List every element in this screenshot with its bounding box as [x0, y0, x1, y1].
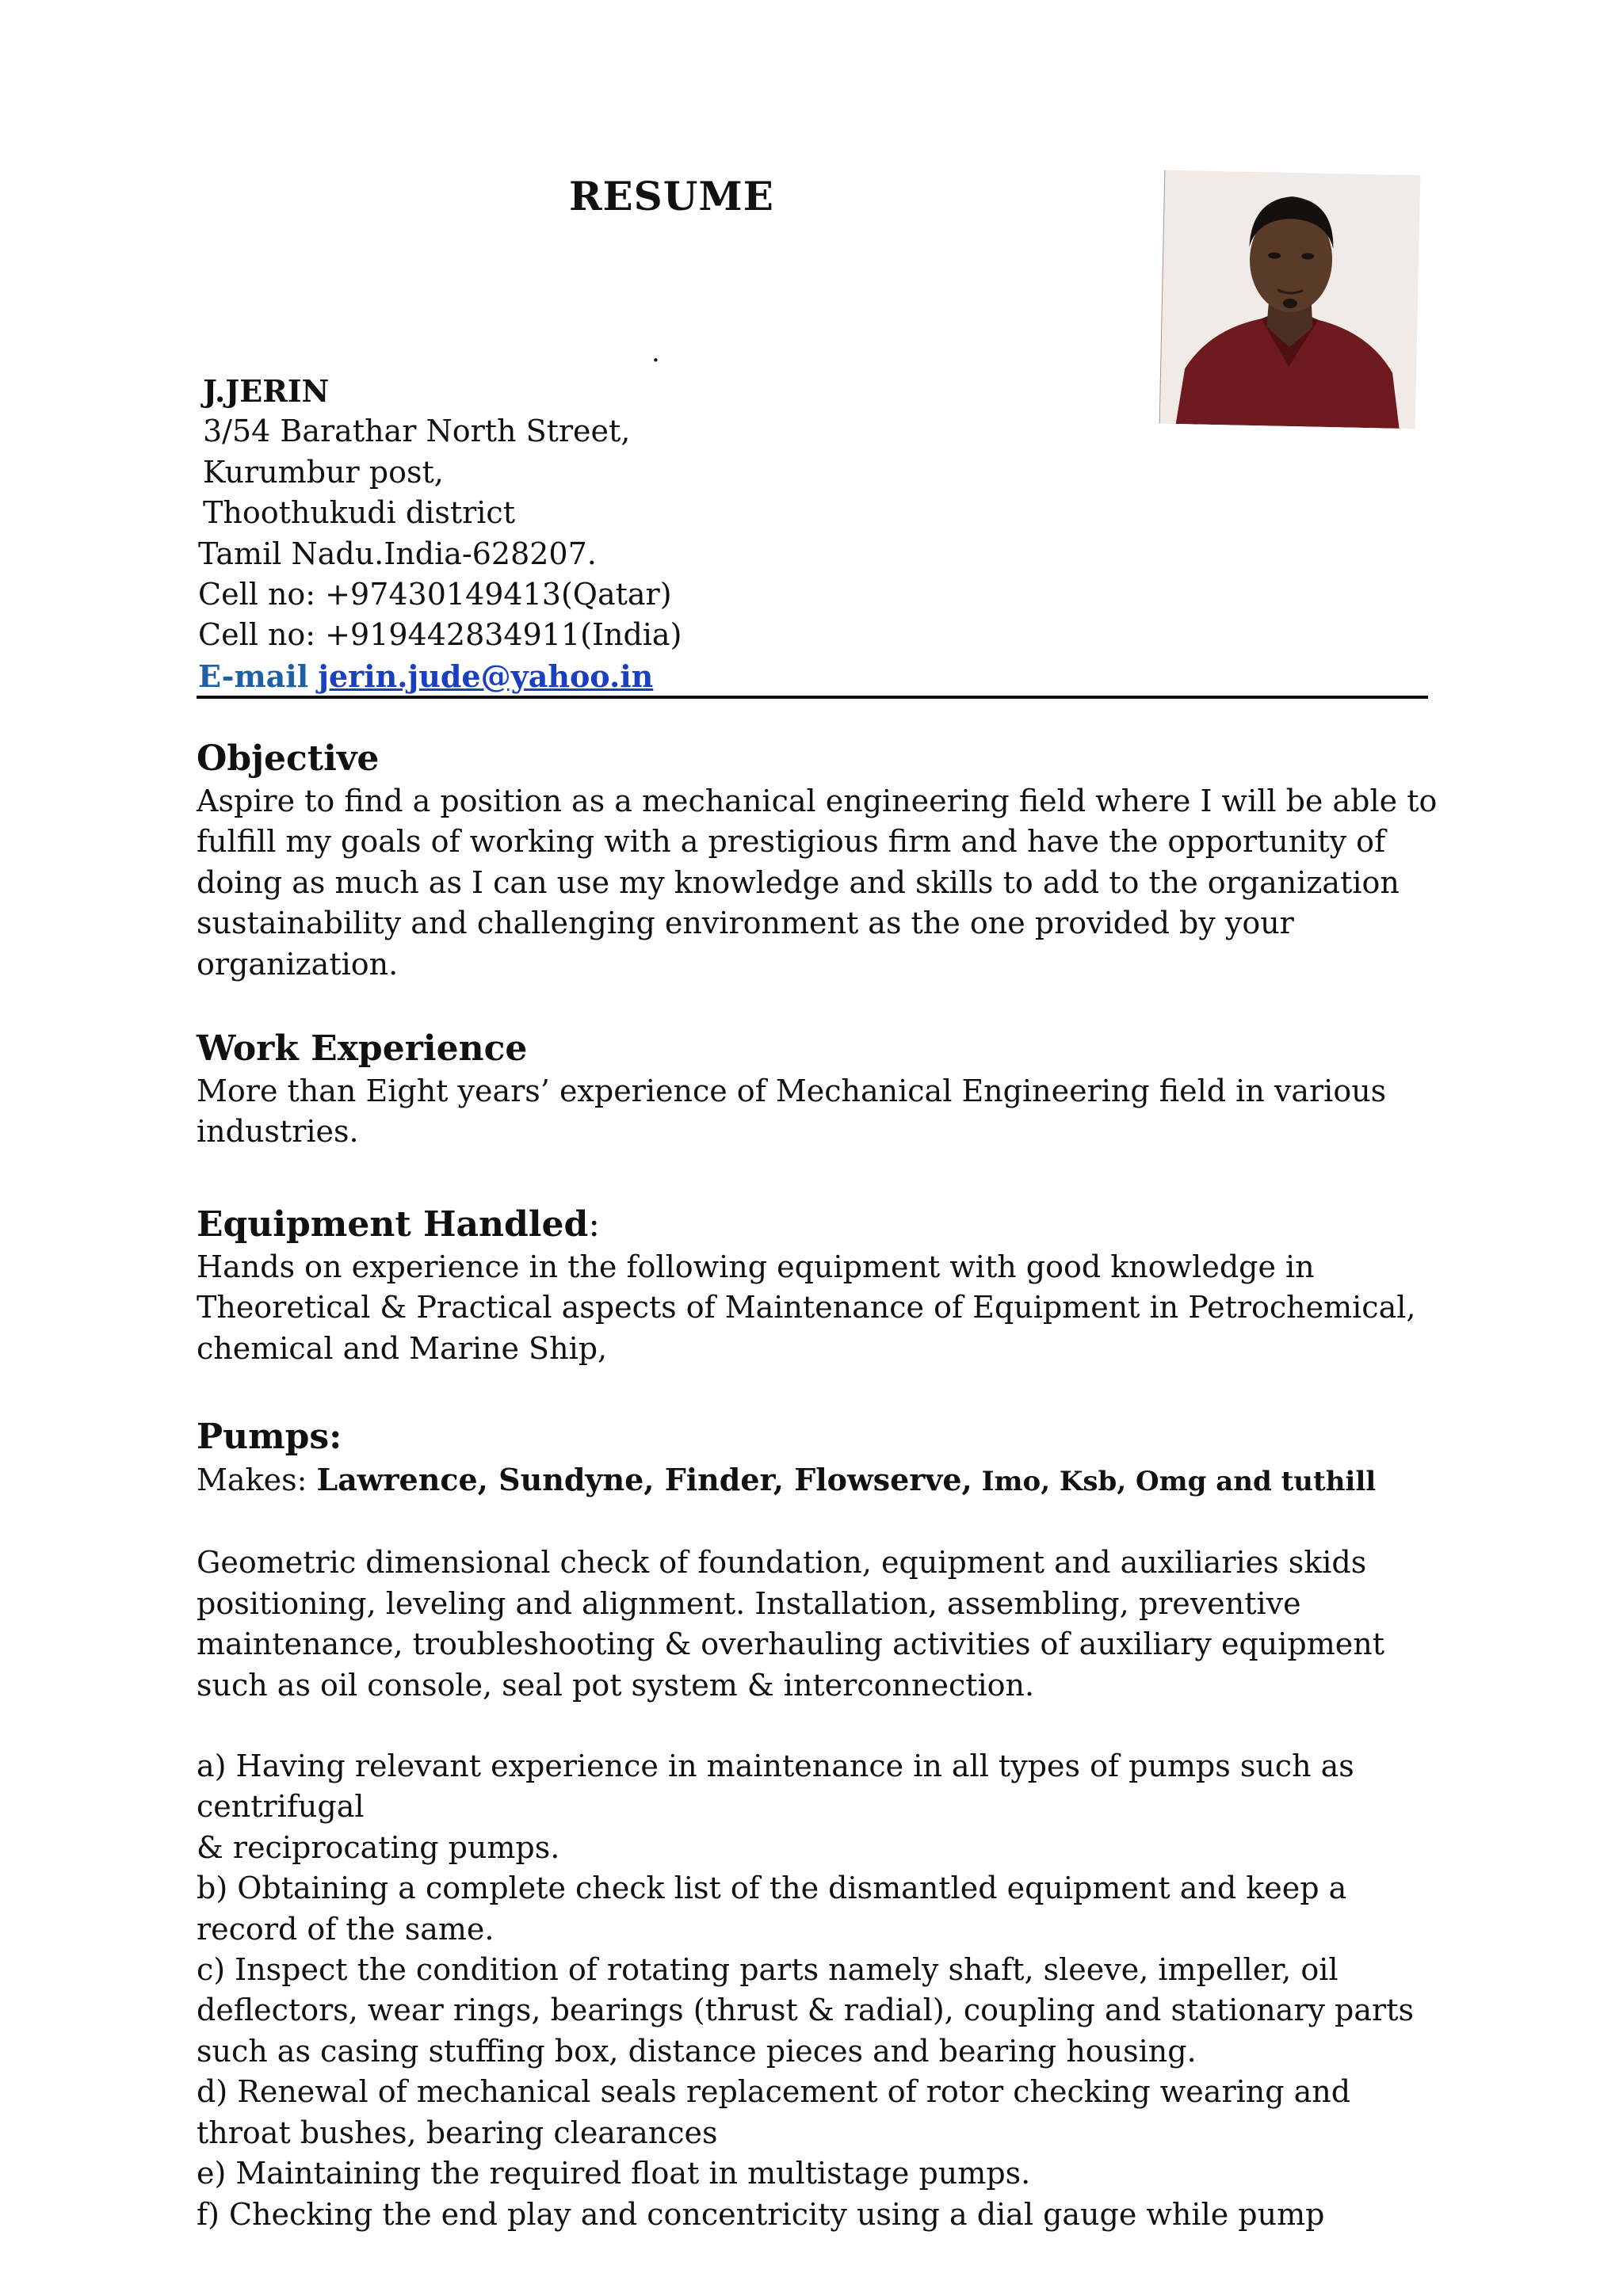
makes-primary: Lawrence, Sundyne, Finder, Flowserve, [316, 1462, 972, 1497]
phone-qatar: Cell no: +97430149413(Qatar) [198, 577, 672, 612]
makes-label: Makes: [197, 1463, 317, 1497]
stray-dot: . [651, 337, 660, 368]
pumps-item-a-cont: & reciprocating pumps. [197, 1829, 560, 1865]
email-label: E-mail [198, 658, 309, 694]
pumps-item-f: f) Checking the end play and concentricity using a dial gauge while pump [197, 2196, 1325, 2232]
makes-secondary: Imo, Ksb, Omg and tuthill [972, 1466, 1377, 1497]
contact-block [198, 371, 1466, 697]
email-link[interactable]: jerin.jude@yahoo.in [318, 658, 654, 694]
pumps-item-b: b) Obtaining a complete check list of the dismantled equipment and keep a record of the same. [197, 1871, 1347, 1947]
address-line-2: Kurumbur post, [203, 454, 444, 490]
equipment-heading-line [197, 1203, 1449, 1247]
candidate-name: J.JERIN [203, 373, 330, 409]
objective-section [197, 737, 1449, 985]
address-line-4: Tamil Nadu.India-628207. [198, 536, 597, 571]
pumps-makes-line [197, 1459, 1449, 1502]
pumps-item-c: c) Inspect the condition of rotating parts namely shaft, sleeve, impeller, oil deflectors, wear rings, bearings (thrust & radial), coupling and stationary parts such as casing stuffing box, distance pieces and bearing housing. [197, 1952, 1414, 2069]
document-title: RESUME [569, 173, 774, 219]
equipment-heading-colon: : [588, 1204, 601, 1245]
objective-text: Aspire to find a position as a mechanical engineering field where I will be able to fulfill my goals of working with a prestigious firm and have the opportunity of doing as much as I can use my knowledge and skills to add to the organization sustainability and challenging environment as the one provided by your organization. [197, 784, 1438, 982]
address-line-3: Thoothukudi district [203, 495, 515, 531]
pumps-section [197, 1415, 1449, 2235]
address-line-1: 3/54 Barathar North Street, [203, 414, 631, 449]
pumps-heading: Pumps: [197, 1417, 342, 1457]
equipment-heading: Equipment Handled [197, 1204, 589, 1245]
equipment-section [197, 1203, 1449, 1369]
phone-india: Cell no: +919442834911(India) [198, 617, 682, 653]
email-line [198, 656, 1466, 697]
pumps-item-e: e) Maintaining the required float in multistage pumps. [197, 2156, 1031, 2191]
work-experience-text: More than Eight years’ experience of Mechanical Engineering field in various industries. [197, 1074, 1387, 1150]
work-experience-heading: Work Experience [197, 1028, 528, 1069]
equipment-text: Hands on experience in the following equipment with good knowledge in Theoretical & Practical aspects of Maintenance of Equipment in Petrochemical, chemical and Marine Ship, [197, 1249, 1416, 1366]
objective-heading: Objective [197, 738, 380, 779]
pumps-intro: Geometric dimensional check of foundation, equipment and auxiliaries skids positioning, leveling and alignment. Installation, assembling, preventive maintenance, troubleshooting & overhauling activities of auxiliary equipment such as oil console, seal pot system & interconnection. [197, 1545, 1384, 1703]
pumps-item-d: d) Renewal of mechanical seals replacement of rotor checking wearing and throat bushes, bearing clearances [197, 2074, 1351, 2150]
pumps-item-a: a) Having relevant experience in maintenance in all types of pumps such as centrifugal [197, 1749, 1354, 1825]
header-divider [197, 696, 1428, 699]
work-experience-section [197, 1027, 1449, 1153]
